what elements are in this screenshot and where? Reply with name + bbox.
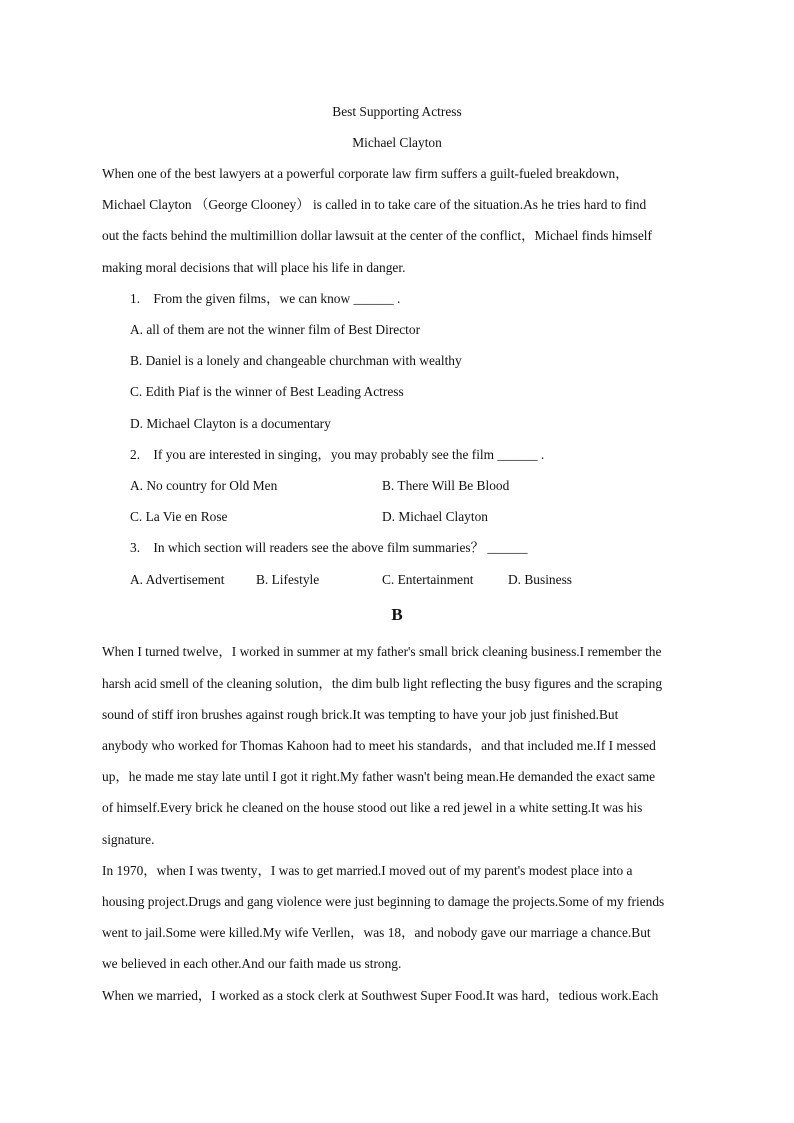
question-3-option-b: B. Lifestyle [256,572,320,587]
question-1-stem: 1. From the given films，we can know ______ . [130,291,401,306]
question-1-option-b: B. Daniel is a lonely and changeable churchman with wealthy [130,353,462,368]
passage-line: harsh acid smell of the cleaning solution，the dim bulb light reflecting the busy figures and the scraping [102,676,663,691]
passage-line: sound of stiff iron brushes against rough brick.It was tempting to have your job just finished.But [102,707,619,722]
question-2-option-d: D. Michael Clayton [382,509,488,524]
passage-line: anybody who worked for Thomas Kahoon had to meet his standards，and that included me.If I messed [102,738,656,753]
passage-line: housing project.Drugs and gang violence were just beginning to damage the projects.Some of my friends [102,894,665,909]
summary-line: out the facts behind the multimillion dollar lawsuit at the center of the conflict，Michael finds himself [102,228,652,243]
question-1-option-a: A. all of them are not the winner film of Best Director [130,322,421,337]
summary-line: making moral decisions that will place his life in danger. [102,260,406,275]
question-3-stem: 3. In which section will readers see the above film summaries？ ______ [130,540,528,555]
passage-line: of himself.Every brick he cleaned on the house stood out like a red jewel in a white setting.It was his [102,800,643,815]
film-title: Michael Clayton [352,135,442,150]
question-3-option-c: C. Entertainment [382,572,474,587]
section-title: Best Supporting Actress [332,104,462,119]
summary-line: When one of the best lawyers at a powerful corporate law firm suffers a guilt-fueled breakdown， [102,166,629,181]
question-2-option-a: A. No country for Old Men [130,478,278,493]
passage-line: went to jail.Some were killed.My wife Verllen，was 18，and nobody gave our marriage a chance.But [102,925,651,940]
passage-line: When I turned twelve，I worked in summer at my father's small brick cleaning business.I remember the [102,644,662,659]
passage-line: we believed in each other.And our faith made us strong. [102,956,402,971]
question-2-stem: 2. If you are interested in singing，you may probably see the film ______ . [130,447,545,462]
passage-line: When we married，I worked as a stock clerk at Southwest Super Food.It was hard，tedious work.Each [102,988,659,1003]
question-1-option-c: C. Edith Piaf is the winner of Best Leading Actress [130,384,404,399]
passage-line: up，he made me stay late until I got it right.My father wasn't being mean.He demanded the exact same [102,769,656,784]
summary-line: Michael Clayton （George Clooney） is called in to take care of the situation.As he tries hard to find [102,197,647,212]
section-b-heading: B [391,605,403,624]
question-1-option-d: D. Michael Clayton is a documentary [130,416,331,431]
question-3-option-a: A. Advertisement [130,572,225,587]
passage-line: signature. [102,832,155,847]
question-3-option-d: D. Business [508,572,572,587]
question-2-option-c: C. La Vie en Rose [130,509,228,524]
passage-line: In 1970，when I was twenty，I was to get married.I moved out of my parent's modest place into a [102,863,633,878]
question-2-option-b: B. There Will Be Blood [382,478,510,493]
